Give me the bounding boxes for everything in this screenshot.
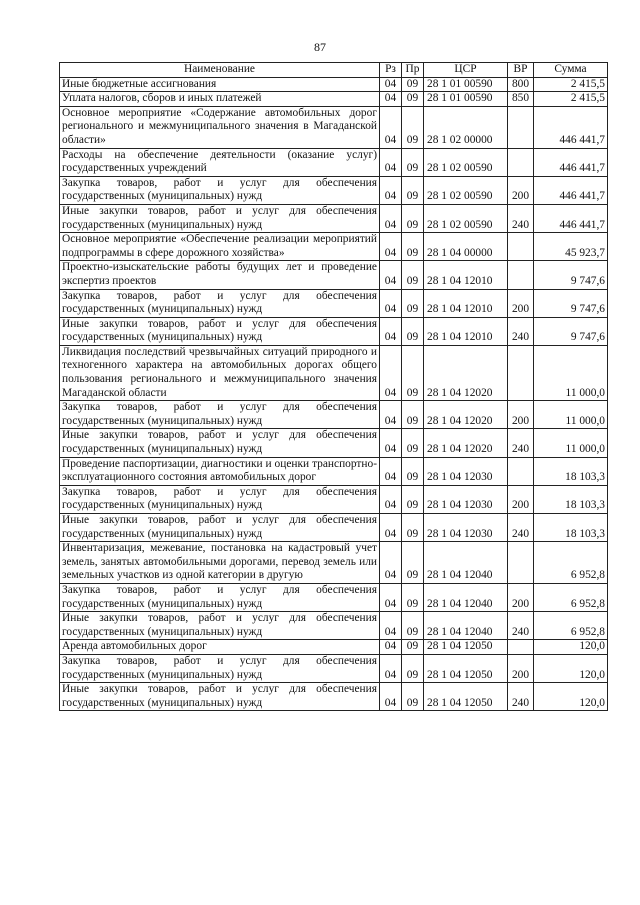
table-row [60,204,608,232]
cell-name: Закупка товаров, работ и услуг для обеспечения государственных (муниципальных) нужд [60,401,380,429]
cell-sum: 6 952,8 [534,542,608,584]
cell-name: Инвентаризация, межевание, постановка на кадастровый учет земель, занятых автомобильными дорогами, перевод земель или земельных участков из одной категории в другую [60,542,380,584]
cell-sum: 2 415,5 [534,77,608,92]
cell-name: Основное мероприятие «Содержание автомобильных дорог регионального и межмуниципального значения в Магаданской области» [60,106,380,148]
cell-rz: 04 [380,401,402,429]
cell-rz: 04 [380,612,402,640]
table-row [60,148,608,176]
cell-pr: 09 [402,289,424,317]
cell-pr: 09 [402,345,424,400]
cell-csr: 28 1 04 00000 [424,233,508,261]
table-row [60,176,608,204]
cell-csr: 28 1 04 12050 [424,683,508,711]
cell-sum: 6 952,8 [534,612,608,640]
cell-rz: 04 [380,77,402,92]
table-row [60,345,608,400]
cell-vr: 240 [508,612,534,640]
cell-sum: 11 000,0 [534,401,608,429]
cell-sum: 9 747,6 [534,261,608,289]
cell-vr [508,640,534,655]
cell-name: Расходы на обеспечение деятельности (оказание услуг) государственных учреждений [60,148,380,176]
table-row [60,683,608,711]
table-row [60,542,608,584]
cell-name: Аренда автомобильных дорог [60,640,380,655]
cell-pr: 09 [402,77,424,92]
table-row [60,77,608,92]
cell-vr [508,148,534,176]
table-header-row [60,63,608,78]
cell-sum: 120,0 [534,654,608,682]
cell-pr: 09 [402,457,424,485]
cell-rz: 04 [380,542,402,584]
cell-rz: 04 [380,317,402,345]
cell-pr: 09 [402,261,424,289]
table-row [60,612,608,640]
cell-csr: 28 1 02 00590 [424,204,508,232]
cell-vr [508,457,534,485]
cell-sum: 45 923,7 [534,233,608,261]
table-row [60,317,608,345]
column-header-sum: Сумма [534,63,608,78]
table-row [60,261,608,289]
cell-vr [508,106,534,148]
cell-csr: 28 1 04 12040 [424,583,508,611]
cell-pr: 09 [402,683,424,711]
cell-vr: 850 [508,92,534,107]
cell-rz: 04 [380,92,402,107]
cell-vr: 240 [508,514,534,542]
cell-csr: 28 1 02 00590 [424,176,508,204]
cell-vr: 200 [508,176,534,204]
cell-name: Уплата налогов, сборов и иных платежей [60,92,380,107]
cell-sum: 18 103,3 [534,514,608,542]
cell-pr: 09 [402,317,424,345]
cell-sum: 120,0 [534,640,608,655]
cell-name: Закупка товаров, работ и услуг для обеспечения государственных (муниципальных) нужд [60,176,380,204]
cell-rz: 04 [380,429,402,457]
cell-vr: 200 [508,654,534,682]
cell-sum: 18 103,3 [534,457,608,485]
cell-rz: 04 [380,485,402,513]
cell-name: Иные закупки товаров, работ и услуг для обеспечения государственных (муниципальных) нужд [60,514,380,542]
cell-rz: 04 [380,583,402,611]
cell-vr: 240 [508,429,534,457]
cell-pr: 09 [402,612,424,640]
cell-vr: 800 [508,77,534,92]
cell-name: Основное мероприятие «Обеспечение реализации мероприятий подпрограммы в сфере дорожного хозяйства» [60,233,380,261]
cell-sum: 6 952,8 [534,583,608,611]
cell-vr: 200 [508,485,534,513]
cell-vr: 240 [508,683,534,711]
cell-rz: 04 [380,204,402,232]
table-row [60,92,608,107]
cell-name: Иные закупки товаров, работ и услуг для обеспечения государственных (муниципальных) нужд [60,317,380,345]
cell-pr: 09 [402,204,424,232]
cell-csr: 28 1 04 12050 [424,640,508,655]
cell-vr [508,345,534,400]
cell-csr: 28 1 01 00590 [424,92,508,107]
table-row [60,654,608,682]
cell-name: Иные закупки товаров, работ и услуг для обеспечения государственных (муниципальных) нужд [60,429,380,457]
cell-rz: 04 [380,233,402,261]
cell-csr: 28 1 04 12030 [424,485,508,513]
cell-vr: 240 [508,204,534,232]
cell-rz: 04 [380,289,402,317]
cell-sum: 9 747,6 [534,317,608,345]
cell-pr: 09 [402,429,424,457]
cell-pr: 09 [402,148,424,176]
column-header-pr: Пр [402,63,424,78]
table-row [60,289,608,317]
cell-sum: 11 000,0 [534,345,608,400]
cell-pr: 09 [402,401,424,429]
cell-rz: 04 [380,683,402,711]
cell-rz: 04 [380,148,402,176]
cell-csr: 28 1 04 12040 [424,542,508,584]
cell-vr [508,233,534,261]
cell-name: Закупка товаров, работ и услуг для обеспечения государственных (муниципальных) нужд [60,654,380,682]
cell-rz: 04 [380,176,402,204]
cell-pr: 09 [402,92,424,107]
cell-csr: 28 1 02 00590 [424,148,508,176]
cell-sum: 446 441,7 [534,148,608,176]
cell-csr: 28 1 04 12050 [424,654,508,682]
cell-vr: 200 [508,583,534,611]
cell-name: Закупка товаров, работ и услуг для обеспечения государственных (муниципальных) нужд [60,583,380,611]
cell-csr: 28 1 04 12010 [424,261,508,289]
cell-pr: 09 [402,654,424,682]
cell-pr: 09 [402,542,424,584]
cell-sum: 120,0 [534,683,608,711]
column-header-vr: ВР [508,63,534,78]
cell-pr: 09 [402,233,424,261]
cell-pr: 09 [402,583,424,611]
cell-vr: 200 [508,401,534,429]
cell-name: Ликвидация последствий чрезвычайных ситуаций природного и техногенного характера на автомобильных дорогах общего пользования регионального и межмуниципального значения Магаданской области [60,345,380,400]
cell-vr [508,261,534,289]
cell-name: Иные закупки товаров, работ и услуг для обеспечения государственных (муниципальных) нужд [60,612,380,640]
cell-csr: 28 1 04 12040 [424,612,508,640]
table-row [60,429,608,457]
cell-sum: 446 441,7 [534,176,608,204]
cell-vr [508,542,534,584]
cell-pr: 09 [402,514,424,542]
cell-csr: 28 1 04 12030 [424,457,508,485]
cell-rz: 04 [380,345,402,400]
cell-pr: 09 [402,106,424,148]
cell-sum: 9 747,6 [534,289,608,317]
cell-csr: 28 1 02 00000 [424,106,508,148]
cell-sum: 18 103,3 [534,485,608,513]
cell-csr: 28 1 04 12030 [424,514,508,542]
cell-rz: 04 [380,261,402,289]
cell-name: Закупка товаров, работ и услуг для обеспечения государственных (муниципальных) нужд [60,289,380,317]
cell-rz: 04 [380,640,402,655]
cell-rz: 04 [380,106,402,148]
table-row [60,514,608,542]
cell-csr: 28 1 04 12010 [424,317,508,345]
table-row [60,485,608,513]
cell-rz: 04 [380,457,402,485]
cell-name: Закупка товаров, работ и услуг для обеспечения государственных (муниципальных) нужд [60,485,380,513]
cell-sum: 446 441,7 [534,106,608,148]
cell-vr: 200 [508,289,534,317]
table-row [60,457,608,485]
cell-csr: 28 1 04 12020 [424,429,508,457]
column-header-name: Наименование [60,63,380,78]
cell-sum: 11 000,0 [534,429,608,457]
page-number: 87 [314,40,326,54]
table-row [60,401,608,429]
cell-rz: 04 [380,514,402,542]
cell-name: Проектно-изыскательские работы будущих лет и проведение экспертиз проектов [60,261,380,289]
column-header-rz: Рз [380,63,402,78]
cell-sum: 446 441,7 [534,204,608,232]
cell-csr: 28 1 04 12020 [424,401,508,429]
cell-pr: 09 [402,485,424,513]
cell-rz: 04 [380,654,402,682]
cell-csr: 28 1 01 00590 [424,77,508,92]
cell-vr: 240 [508,317,534,345]
budget-table [59,62,608,711]
table-row [60,233,608,261]
column-header-csr: ЦСР [424,63,508,78]
table-row [60,640,608,655]
cell-csr: 28 1 04 12020 [424,345,508,400]
cell-pr: 09 [402,640,424,655]
cell-name: Иные закупки товаров, работ и услуг для обеспечения государственных (муниципальных) нужд [60,683,380,711]
cell-name: Иные бюджетные ассигнования [60,77,380,92]
table-row [60,583,608,611]
cell-name: Иные закупки товаров, работ и услуг для обеспечения государственных (муниципальных) нужд [60,204,380,232]
cell-sum: 2 415,5 [534,92,608,107]
cell-name: Проведение паспортизации, диагностики и оценки транспортно-эксплуатационного состояния автомобильных дорог [60,457,380,485]
cell-pr: 09 [402,176,424,204]
cell-csr: 28 1 04 12010 [424,289,508,317]
table-row [60,106,608,148]
